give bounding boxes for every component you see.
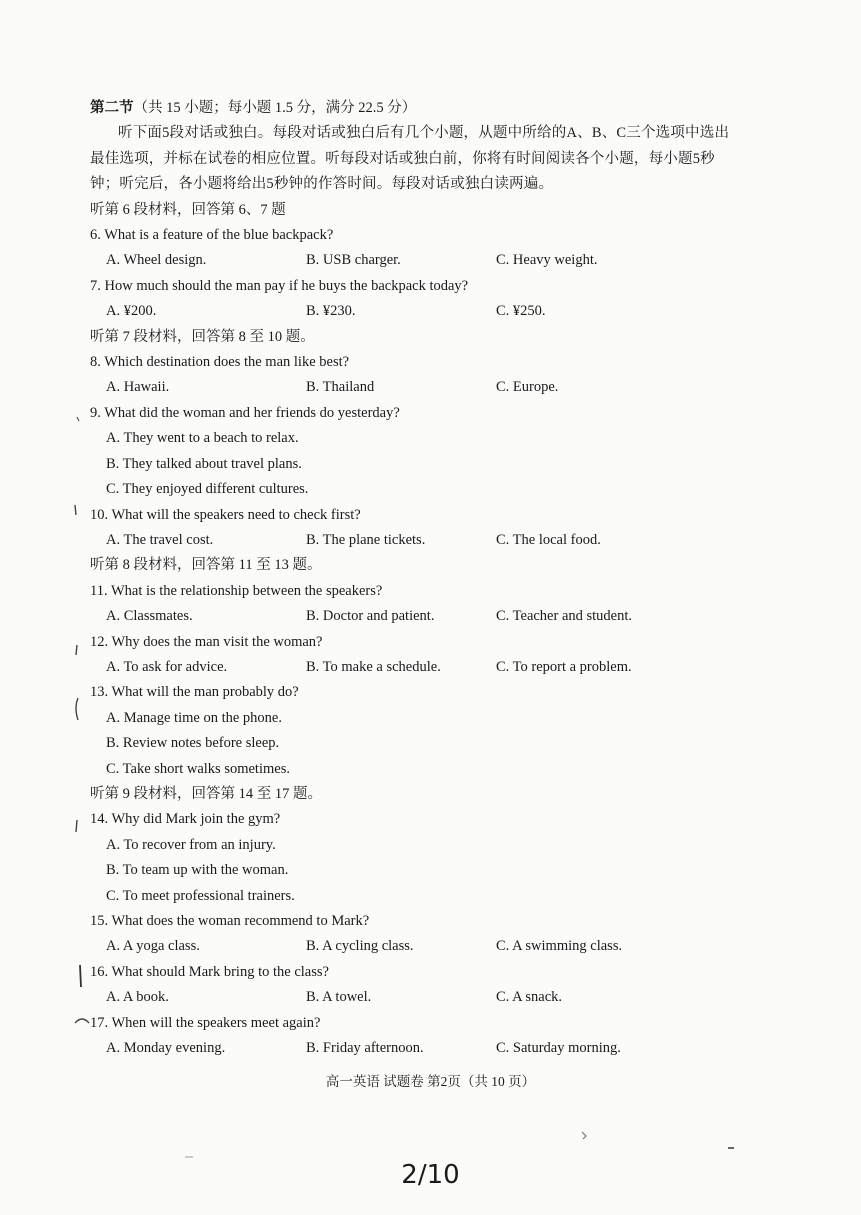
answer-option: B. Friday afternoon. bbox=[306, 1040, 424, 1057]
page-indicator: 2/10 bbox=[401, 1160, 460, 1190]
answer-option: B. A cycling class. bbox=[306, 938, 414, 955]
question-stem: 12. Why does the man visit the woman? bbox=[90, 633, 323, 650]
question-groups bbox=[90, 198, 730, 1062]
listening-section bbox=[90, 96, 730, 1061]
question-stem: 9. What did the woman and her friends do yesterday? bbox=[90, 404, 400, 421]
options-row bbox=[90, 655, 730, 680]
scan-mark bbox=[76, 698, 78, 720]
scan-mark bbox=[582, 1132, 586, 1139]
question-stem: 11. What is the relationship between the speakers? bbox=[90, 582, 383, 599]
scan-mark bbox=[75, 1019, 89, 1023]
scan-mark bbox=[76, 820, 77, 832]
options-row bbox=[90, 985, 730, 1010]
material-label: 听第 6 段材料，回答第 6、7 题 bbox=[90, 201, 286, 218]
section-meta: （共 15 小题；每小题 1.5 分，满分 22.5 分） bbox=[133, 100, 417, 116]
options-row bbox=[90, 299, 730, 324]
section-title: 第二节 bbox=[90, 100, 134, 116]
question-stem: 6. What is a feature of the blue backpack? bbox=[90, 227, 334, 244]
answer-option: A. ¥200. bbox=[106, 303, 157, 320]
answer-option: C. A snack. bbox=[496, 989, 563, 1006]
answer-option: C. Teacher and student. bbox=[496, 608, 633, 625]
scan-mark bbox=[77, 417, 79, 421]
options-row bbox=[90, 248, 730, 273]
answer-option: C. To meet professional trainers. bbox=[106, 887, 295, 904]
answer-option: A. Manage time on the phone. bbox=[106, 709, 282, 726]
answer-option: A. A yoga class. bbox=[106, 938, 200, 955]
answer-option: C. Heavy weight. bbox=[496, 252, 598, 269]
material-label: 听第 7 段材料，回答第 8 至 10 题。 bbox=[90, 328, 315, 345]
options-row bbox=[90, 375, 730, 400]
material-label: 听第 9 段材料，回答第 14 至 17 题。 bbox=[90, 785, 322, 802]
answer-option: B. ¥230. bbox=[306, 303, 356, 320]
options-row bbox=[90, 528, 730, 553]
answer-option: A. The travel cost. bbox=[106, 531, 214, 548]
answer-option: A. Monday evening. bbox=[106, 1040, 226, 1057]
answer-option: A. Wheel design. bbox=[106, 252, 207, 269]
answer-option: B. To team up with the woman. bbox=[106, 862, 289, 879]
scan-mark bbox=[76, 645, 77, 655]
answer-option: C. They enjoyed different cultures. bbox=[106, 481, 309, 498]
answer-option: A. To recover from an injury. bbox=[106, 836, 276, 853]
question-stem: 7. How much should the man pay if he buys the backpack today? bbox=[90, 277, 469, 294]
answer-option: A. Classmates. bbox=[106, 608, 193, 625]
answer-option: C. Saturday morning. bbox=[496, 1040, 621, 1057]
section-instruction: 听下面5段对话或独白。每段对话或独白后有几个小题，从题中所给的A、B、C三个选项中选出最佳选项，并标在试卷的相应位置。听每段对话或独白前，你将有时间阅读各个小题，每小题5秒钟；听完后，各小题将给出5秒钟的作答时间。每段对话或独白读两遍。 bbox=[90, 125, 730, 193]
answer-option: C. Europe. bbox=[496, 379, 559, 396]
answer-option: B. Doctor and patient. bbox=[306, 608, 435, 625]
answer-option: B. USB charger. bbox=[306, 252, 401, 269]
page-footer: 高一英语 试题卷 第2页（共 10 页） bbox=[325, 1074, 536, 1089]
answer-option: B. They talked about travel plans. bbox=[106, 455, 302, 472]
scan-mark bbox=[75, 505, 76, 515]
answer-option: C. To report a problem. bbox=[496, 658, 632, 675]
answer-option: A. To ask for advice. bbox=[106, 658, 228, 675]
answer-option: C. A swimming class. bbox=[496, 938, 623, 955]
answer-option: C. The local food. bbox=[496, 531, 601, 548]
options-row bbox=[90, 934, 730, 959]
answer-option: B. A towel. bbox=[306, 989, 372, 1006]
answer-option: B. To make a schedule. bbox=[306, 658, 441, 675]
answer-option: B. Thailand bbox=[306, 379, 375, 396]
answer-option: B. Review notes before sleep. bbox=[106, 735, 280, 752]
answer-option: A. They went to a beach to relax. bbox=[106, 430, 299, 447]
question-stem: 15. What does the woman recommend to Mark? bbox=[90, 913, 370, 929]
question-stem: 17. When will the speakers meet again? bbox=[90, 1014, 321, 1031]
question-stem: 10. What will the speakers need to check first? bbox=[90, 506, 361, 523]
answer-option: A. A book. bbox=[106, 989, 169, 1006]
answer-option: C. ¥250. bbox=[496, 303, 546, 320]
question-stem: 16. What should Mark bring to the class? bbox=[90, 963, 329, 980]
answer-option: C. Take short walks sometimes. bbox=[106, 760, 290, 777]
options-row bbox=[90, 1036, 730, 1061]
options-row bbox=[90, 604, 730, 629]
answer-option: A. Hawaii. bbox=[106, 379, 170, 396]
material-label: 听第 8 段材料，回答第 11 至 13 题。 bbox=[90, 557, 322, 574]
question-stem: 13. What will the man probably do? bbox=[90, 684, 299, 701]
question-stem: 8. Which destination does the man like best? bbox=[90, 354, 350, 371]
scan-mark bbox=[80, 965, 81, 987]
answer-option: B. The plane tickets. bbox=[306, 531, 426, 548]
section-heading bbox=[90, 96, 730, 121]
question-stem: 14. Why did Mark join the gym? bbox=[90, 811, 281, 828]
